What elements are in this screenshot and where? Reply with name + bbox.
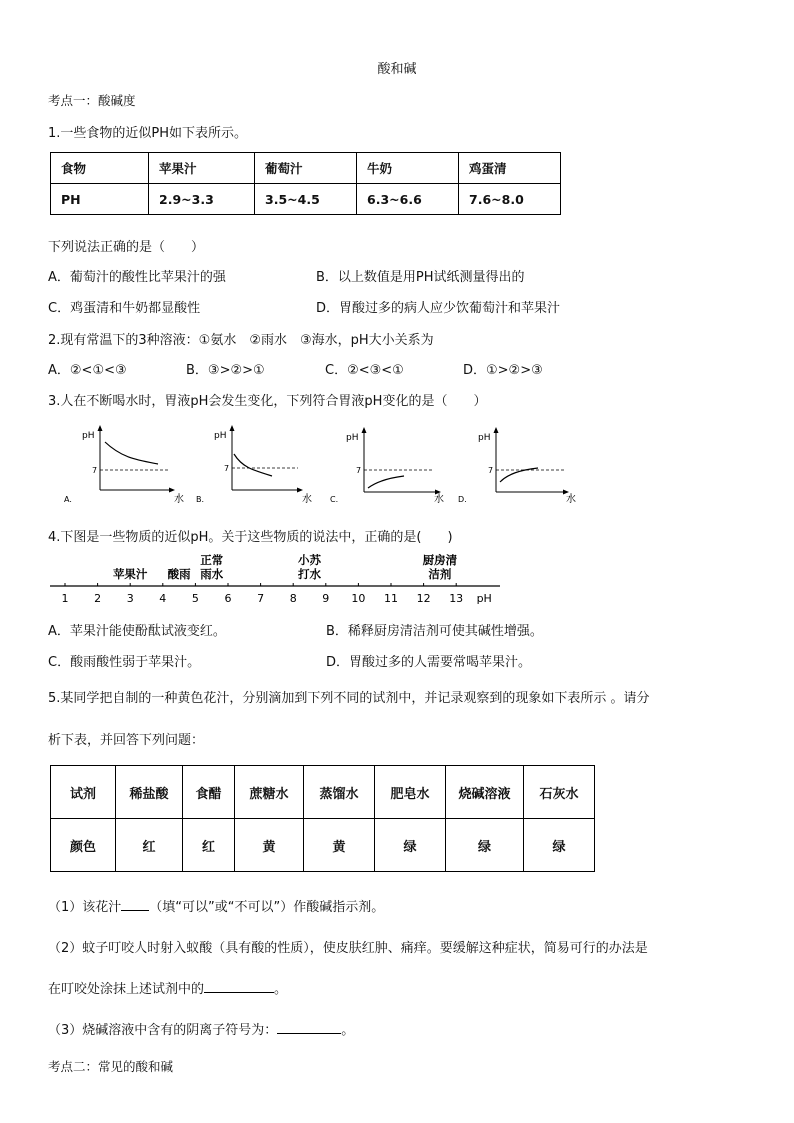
scale-tick-label: 8 bbox=[289, 592, 297, 605]
table-cell: 黄 bbox=[304, 819, 375, 872]
q5-sub3-blank[interactable] bbox=[277, 1033, 341, 1034]
page-title: 酸和碱 bbox=[377, 62, 417, 77]
scale-item-label: 小苏 bbox=[298, 553, 321, 567]
graph-option-label: C. bbox=[330, 495, 339, 504]
q5-sub1-prefix: （1）该花汁 bbox=[48, 900, 122, 915]
q4-option-c: C．酸雨酸性弱于苹果汁。 bbox=[48, 655, 201, 670]
graph-seven: 7 bbox=[224, 464, 230, 473]
q5-sub1 bbox=[48, 896, 384, 915]
q5-sub2-prefix: 在叮咬处涂抹上述试剂中的 bbox=[48, 982, 205, 997]
scale-tick-label: 10 bbox=[351, 592, 366, 605]
table-cell: 石灰水 bbox=[524, 766, 595, 819]
graph-seven: 7 bbox=[92, 466, 98, 475]
scale-item-label: 酸雨 bbox=[167, 567, 191, 581]
table-row bbox=[51, 766, 595, 819]
section-heading-2: 考点二：常见的酸和碱 bbox=[48, 1059, 174, 1074]
q5-sub2-blank[interactable] bbox=[204, 992, 274, 993]
scale-tick-label: 2 bbox=[94, 592, 102, 605]
question-3-stem: 3.人在不断喝水时，胃液pH会发生变化，下列符合胃液pH变化的是（ ） bbox=[48, 394, 487, 409]
scale-tick-label: 5 bbox=[191, 592, 199, 605]
question-4-stem: 4.下图是一些物质的近似pH。关于这些物质的说法中，正确的是( ) bbox=[48, 530, 453, 545]
table-cell: 红 bbox=[183, 819, 235, 872]
graph-ylabel: pH bbox=[346, 433, 359, 443]
scale-tick-label: 13 bbox=[449, 592, 464, 605]
indicator-table bbox=[50, 765, 595, 872]
scale-item-label: 洁剂 bbox=[428, 567, 452, 581]
scale-tick-label: 9 bbox=[322, 592, 330, 605]
q5-sub2-suffix: 。 bbox=[274, 982, 288, 997]
table-cell: 绿 bbox=[375, 819, 446, 872]
graph-option-label: A. bbox=[64, 495, 72, 504]
table-cell: 葡萄汁 bbox=[255, 153, 357, 184]
q5-sub2-line2 bbox=[48, 978, 287, 997]
table-row bbox=[51, 819, 595, 872]
table-row bbox=[51, 184, 561, 215]
table-cell: 3.5~4.5 bbox=[255, 184, 357, 215]
graph-b bbox=[194, 422, 324, 508]
q4-option-a: A．苹果汁能使酚酞试液变红。 bbox=[48, 624, 226, 639]
table-cell: 食醋 bbox=[183, 766, 235, 819]
table-cell: 肥皂水 bbox=[375, 766, 446, 819]
graph-seven: 7 bbox=[356, 466, 362, 475]
scale-tick-label: 1 bbox=[61, 592, 69, 605]
q1-option-d: D．胃酸过多的病人应少饮葡萄汁和苹果汁 bbox=[316, 301, 561, 316]
graph-ylabel: pH bbox=[82, 431, 95, 441]
ph-scale bbox=[48, 552, 508, 608]
table-cell: 颜色 bbox=[51, 819, 116, 872]
q5-sub2-line1: （2）蚊子叮咬人时射入蚁酸（具有酸的性质），使皮肤红肿、痛痒。要缓解这种症状，简易可行的办法是 bbox=[48, 941, 648, 956]
q5-sub3 bbox=[48, 1019, 354, 1038]
graph-xlabel: 水 bbox=[174, 494, 184, 505]
table-cell: 烧碱溶液 bbox=[446, 766, 524, 819]
scale-item-label: 打水 bbox=[298, 567, 321, 581]
table-cell: 稀盐酸 bbox=[116, 766, 183, 819]
q4-option-d: D．胃酸过多的人需要常喝苹果汁。 bbox=[326, 655, 532, 670]
scale-item-label: 雨水 bbox=[200, 567, 224, 581]
table-cell: 鸡蛋清 bbox=[459, 153, 561, 184]
graph-ylabel: pH bbox=[214, 431, 227, 441]
question-2-stem: 2.现有常温下的3种溶液：①氨水 ②雨水 ③海水，pH大小关系为 bbox=[48, 333, 434, 348]
food-ph-table bbox=[50, 152, 561, 215]
question-1-prompt: 下列说法正确的是（ ） bbox=[48, 240, 205, 255]
q4-option-b: B．稀释厨房清洁剂可使其碱性增强。 bbox=[326, 624, 543, 639]
q1-option-b: B．以上数值是用PH试纸测量得出的 bbox=[316, 270, 525, 285]
scale-item-label: 苹果汁 bbox=[112, 567, 148, 581]
scale-tick-label: 7 bbox=[257, 592, 265, 605]
scale-tick-label: 11 bbox=[384, 592, 398, 605]
scale-item-label: 正常 bbox=[200, 553, 224, 567]
table-cell: 蔗糖水 bbox=[235, 766, 304, 819]
scale-tick-label: 12 bbox=[416, 592, 431, 605]
graph-c bbox=[326, 422, 458, 508]
table-cell: 食物 bbox=[51, 153, 149, 184]
scale-tick-label: 6 bbox=[224, 592, 232, 605]
table-cell: 2.9~3.3 bbox=[149, 184, 255, 215]
table-cell: PH bbox=[51, 184, 149, 215]
table-cell: 黄 bbox=[235, 819, 304, 872]
q1-option-a: A．葡萄汁的酸性比苹果汁的强 bbox=[48, 270, 226, 285]
scale-unit: pH bbox=[476, 592, 492, 605]
table-cell: 绿 bbox=[446, 819, 524, 872]
table-cell: 试剂 bbox=[51, 766, 116, 819]
q1-option-c: C．鸡蛋清和牛奶都显酸性 bbox=[48, 301, 201, 316]
q5-sub1-suffix: （填“可以”或“不可以”）作酸碱指示剂。 bbox=[149, 900, 385, 915]
question-1-stem: 1.一些食物的近似PH如下表所示。 bbox=[48, 126, 248, 141]
question-5-stem-line1: 5.某同学把自制的一种黄色花汁，分别滴加到下列不同的试剂中，并记录观察到的现象如下表所示 。请分 bbox=[48, 691, 650, 706]
graph-xlabel: 水 bbox=[434, 494, 444, 505]
graph-xlabel: 水 bbox=[302, 494, 312, 505]
q2-option-b: B．③>②>① bbox=[186, 363, 265, 378]
q5-sub3-suffix: 。 bbox=[341, 1023, 355, 1038]
graph-a bbox=[62, 422, 192, 508]
graph-xlabel: 水 bbox=[566, 494, 576, 505]
scale-tick-label: 3 bbox=[126, 592, 134, 605]
section-heading-1: 考点一：酸碱度 bbox=[48, 93, 136, 108]
table-cell: 7.6~8.0 bbox=[459, 184, 561, 215]
table-cell: 蒸馏水 bbox=[304, 766, 375, 819]
scale-item-label: 厨房清 bbox=[422, 553, 458, 567]
graph-option-label: B. bbox=[196, 495, 205, 504]
graph-option-label: D. bbox=[458, 495, 467, 504]
scale-tick-label: 4 bbox=[159, 592, 167, 605]
table-row bbox=[51, 153, 561, 184]
question-5-stem-line2: 析下表，并回答下列问题： bbox=[48, 733, 205, 748]
q2-option-c: C．②<③<① bbox=[325, 363, 404, 378]
table-cell: 红 bbox=[116, 819, 183, 872]
q2-option-a: A．②<①<③ bbox=[48, 363, 127, 378]
q5-sub3-prefix: （3）烧碱溶液中含有的阴离子符号为： bbox=[48, 1023, 278, 1038]
table-cell: 绿 bbox=[524, 819, 595, 872]
table-cell: 苹果汁 bbox=[149, 153, 255, 184]
q2-option-d: D．①>②>③ bbox=[463, 363, 543, 378]
table-cell: 牛奶 bbox=[357, 153, 459, 184]
q5-sub1-blank[interactable] bbox=[121, 910, 149, 911]
table-cell: 6.3~6.6 bbox=[357, 184, 459, 215]
graph-ylabel: pH bbox=[478, 433, 491, 443]
graph-d bbox=[456, 422, 590, 508]
graph-seven: 7 bbox=[488, 466, 494, 475]
